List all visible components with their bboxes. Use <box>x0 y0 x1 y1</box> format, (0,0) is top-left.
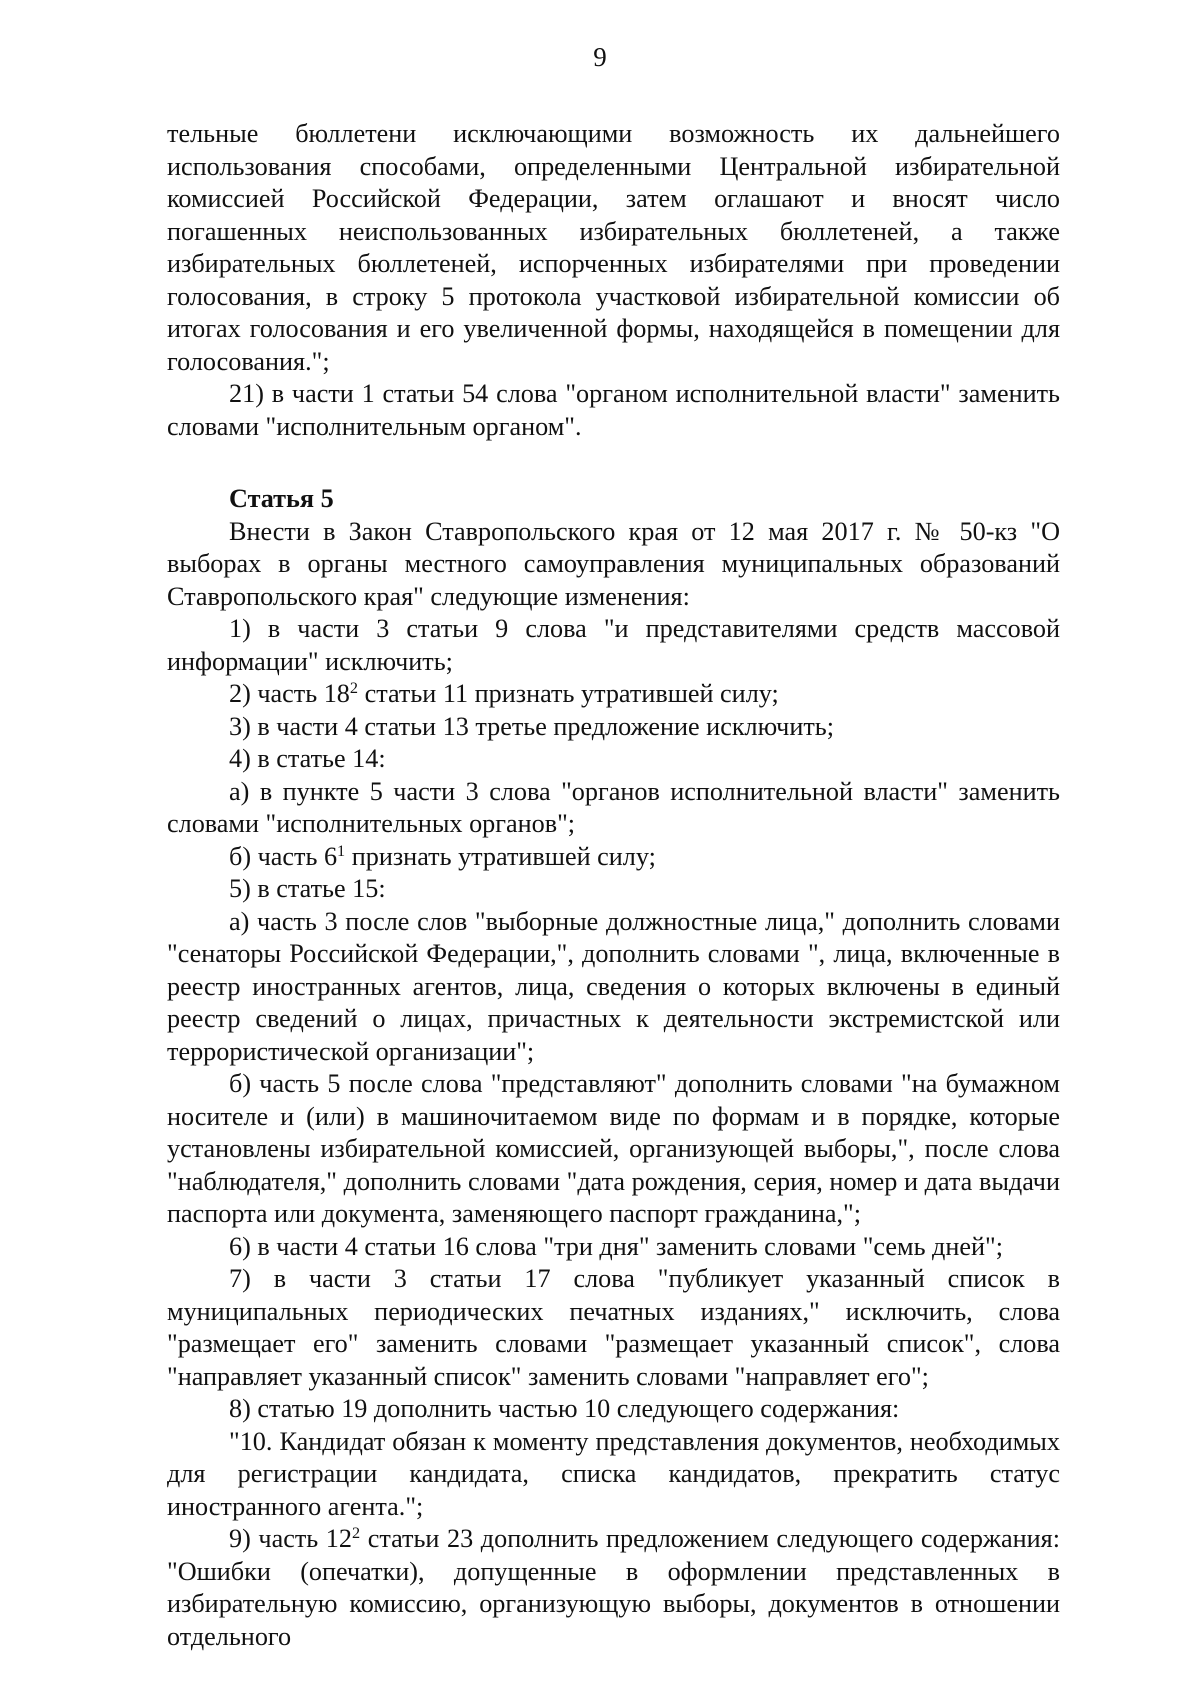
amendment-item-4a: а) в пункте 5 части 3 слова "органов исполнительной власти" заменить словами "исполнительных органов"; <box>167 776 1060 838</box>
amendment-item-7: 7) в части 3 статьи 17 слова "публикует указанный список в муниципальных периодических печатных изданиях," исключить, слова "размещает его" заменить словами "размещает указанный список", слова "направляет указанный список" заменить словами "направляет его"; <box>167 1264 1060 1391</box>
amendment-item-2 <box>167 678 1060 711</box>
amendment-item-5: 5) в статье 15: <box>229 874 386 903</box>
amendment-item-3: 3) в части 4 статьи 13 третье предложение исключить; <box>229 711 835 741</box>
superscript: 2 <box>351 1524 361 1543</box>
item-9-text: 9) часть 12 <box>229 1524 352 1553</box>
amendment-item-6: 6) в части 4 статьи 16 слова "три дня" заменить словами "семь дней"; <box>229 1231 1004 1261</box>
paragraph-item-21: 21) в части 1 статьи 54 слова "органом исполнительной власти" заменить словами "исполнительным органом". <box>167 379 1060 441</box>
item-4b-text: б) часть 6 <box>229 841 338 871</box>
item-2-text-rest: статьи 11 признать утратившей силу; <box>358 679 779 708</box>
amendment-item-1: 1) в части 3 статьи 9 слова "и представителями средств массовой информации" исключить; <box>167 614 1060 676</box>
superscript: 2 <box>349 679 359 698</box>
amendment-item-8: 8) статью 19 дополнить частью 10 следующего содержания: <box>229 1394 900 1423</box>
superscript: 1 <box>337 841 346 860</box>
amendment-item-8-quote: "10. Кандидат обязан к моменту представления документов, необходимых для регистрации кандидата, списка кандидатов, прекратить статус иностранного агента."; <box>167 1426 1060 1521</box>
item-4b-text-rest: признать утратившей силу; <box>345 841 656 871</box>
paragraph-continuation: тельные бюллетени исключающими возможность их дальнейшего использования способами, определенными Центральной избирательной комиссией Российской Федерации, затем оглашают и вносят число погашенных неиспользованных избирательных бюллетеней, а также избирательных бюллетеней, испорченных избирателями при проведении голосования, в строку 5 протокола участковой избирательной комиссии об итогах голосования и его увеличенной формы, находящейся в помещении для голосования."; <box>167 119 1060 376</box>
amendment-item-9 <box>167 1523 1060 1653</box>
amendment-item-5b: б) часть 5 после слова "представляют" дополнить словами "на бумажном носителе и (или) в машиночитаемом виде по формам и в порядке, которые установлены избирательной комиссией, организующей выборы,", после слова "наблюдателя," дополнить словами "дата рождения, серия, номер и дата выдачи паспорта или документа, заменяющего паспорт гражданина,"; <box>167 1069 1060 1228</box>
amendment-item-4b <box>167 841 1060 874</box>
document-body <box>167 118 1060 1653</box>
item-2-text: 2) часть 18 <box>229 679 350 708</box>
article-heading: Статья 5 <box>229 484 334 513</box>
article-intro: Внести в Закон Ставропольского края от 12 мая 2017 г. № 50-кз "О выборах в органы местного самоуправления муниципальных образований Ставропольского края" следующие изменения: <box>167 516 1060 611</box>
item-9-text-rest: статьи 23 дополнить предложением следующего содержания: "Ошибки (опечатки), допущенные в оформлении представленных в избирательную комиссию, организующую выборы, документов в отношении отдельного <box>167 1524 1060 1651</box>
amendment-item-4: 4) в статье 14: <box>229 744 386 773</box>
page-number: 9 <box>593 42 607 72</box>
amendment-item-5a: а) часть 3 после слов "выборные должностные лица," дополнить словами "сенаторы Российской Федерации,", дополнить словами ", лица, включенные в реестр иностранных агентов, лица, сведения о которых включены в единый реестр сведений о лицах, причастных к деятельности экстремистской или террористической организации"; <box>167 906 1060 1066</box>
